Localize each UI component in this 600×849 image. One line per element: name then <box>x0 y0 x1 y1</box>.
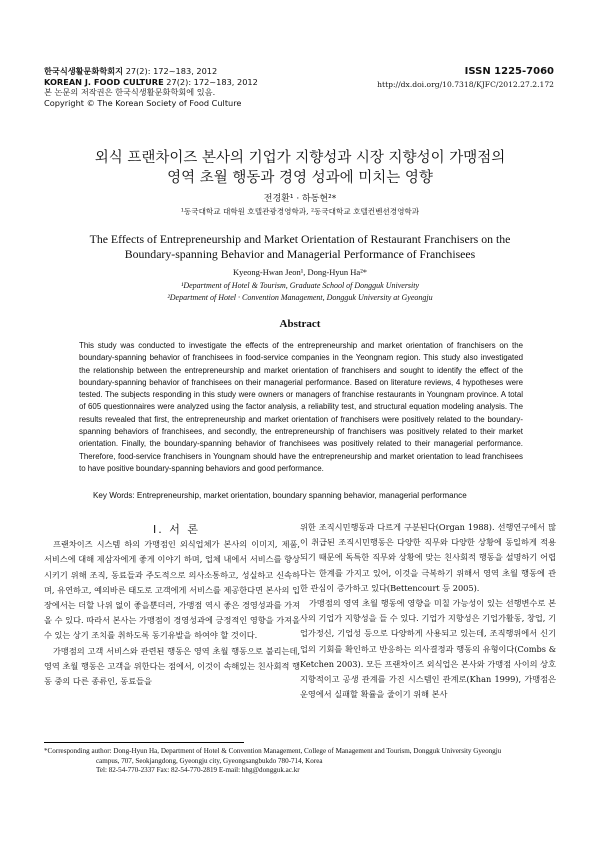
doi-link[interactable]: http://dx.doi.org/10.7318/KJFC/2012.27.2.172 <box>377 80 554 89</box>
english-affiliation-2: ²Department of Hotel · Convention Management, Dongguk University at Gyeongju <box>167 293 433 302</box>
body-column-left <box>44 522 300 689</box>
korean-title-line1: 외식 프랜차이즈 본사의 기업가 지향성과 시장 지향성이 가맹점의 <box>94 150 506 166</box>
footnote-line2: campus, 707, Seokjangdong, Gyeongju city, Gyeongsangbukdo 780-714, Korea <box>96 756 323 765</box>
english-title-line2: Boundary-spanning Behavior and Managerial Performance of Franchisees <box>124 247 476 261</box>
footnote-divider <box>44 742 244 743</box>
korean-authors: 전경환¹ · 하동현²* <box>263 194 337 204</box>
footnote-line1: *Corresponding author: Dong-Hyun Ha, Department of Hotel & Convention Management, College of Management and Tourism, Dongguk University Gyeongju <box>44 747 502 755</box>
copyright-kor: 본 논문의 저작권은 한국식생활문화학회에 있음. <box>44 87 216 98</box>
journal-en-volume: 27(2): 172~183, 2012 <box>163 76 258 87</box>
footnote-line3: Tel: 82-54-770-2337 Fax: 82-54-770-2819 E-mail: hhg@dongguk.ac.kr <box>96 766 300 775</box>
footnote <box>44 747 556 776</box>
korean-title-line2: 영역 초월 행동과 경영 성과에 미치는 영향 <box>167 170 433 186</box>
korean-title <box>0 148 600 188</box>
keywords: Key Words: Entrepreneurship, market orientation, boundary spanning behavior, managerial performance <box>93 491 467 500</box>
journal-kor-volume: 27(2): 172~183, 2012 <box>123 66 218 76</box>
journal-en-name: KOREAN J. FOOD CULTURE <box>44 76 164 87</box>
abstract-body: This study was conducted to investigate the effects of the entrepreneurship and market orientation of franchisers on the boundary-spanning behavior of franchisees in food-service companies in the Yeongnam region. This study also investigated the relationship between the entrepreneurship and market orientation of franchisers and sought to identify the effect of the boundary-spanning behavior of franchisees on their managerial performance. Based on literature reviews, 4 hypotheses were tested. The subjects responding in this study were owners or managers of franchise restaurants in Youngnam province. A total of 605 questionnaires were analyzed using the factor analysis, a reliability test, and structural equation modeling analysis. The results revealed that first, the entrepreneurship and market orientation of franchisers were positively related to the boundary-spanning behaviors of franchisees, and secondly, the entrepreneurship of franchisers was positively related to their market orientation. Finally, the boundary-spanning behavior of franchisees was positively related to their managerial performance. Therefore, food-service franchisers in Youngnam should have the entrepreneurship and market orientation to lead franchisees to have positive boundary-spanning behaviors and good performance. <box>79 341 523 473</box>
english-authors: Kyeong-Hwan Jeon¹, Dong-Hyun Ha²* <box>233 267 367 277</box>
body-paragraph: 가맹점의 영역 초월 행동에 영향을 미칠 가능성이 있는 선행변수로 본사의 기업가 지향성을 들 수 있다. 기업가 지향성은 기업가활동, 창업, 기업가정신, 기업성 등으로 다양하게 사용되고 있는데, 조직행위에서 신기업의 기회를 확인하고 반응하는 의사결정과 행동의 유형이다(Combs & Ketchen 2003). 모든 프랜차이즈 외식업은 본사와 가맹점 사이의 상호 지향적이고 공생 관계를 가진 시스템인 관계로(Khan 1999), 가맹점은 운영에서 실패할 확률을 줄이기 위해 본사 <box>300 598 556 700</box>
body-column-right <box>300 520 556 702</box>
body-paragraph: 위한 조직시민행동과 다르게 구분된다(Organ 1988). 선행연구에서 많이 취급된 조직시민행동은 다양한 직무와 다양한 상황에 동일하게 적용되기 때문에 독특한 직무와 상황에 맞는 친사회적 행동을 설명하기 어렵다는 한계를 가지고 있어, 이것을 극복하기 위해서 영역 초월 행동에 관한 관심이 증가하고 있다(Bettencourt 등 2005). <box>300 522 556 593</box>
journal-kor-line <box>44 66 258 77</box>
english-affiliation-1: ¹Department of Hotel & Tourism, Graduate School of Dongguk University <box>180 281 420 290</box>
copyright-en: Copyright © The Korean Society of Food Culture <box>44 97 242 108</box>
abstract-heading: Abstract <box>279 318 321 330</box>
issn-block <box>377 66 554 89</box>
journal-header <box>44 66 258 108</box>
korean-affiliations: ¹동국대학교 대학원 호텔관광경영학과, ²동국대학교 호텔컨벤션경영학과 <box>180 207 420 216</box>
body-paragraph: 프랜차이즈 시스템 하의 가맹점인 외식업체가 본사의 이미지, 제품, 서비스에 대해 제삼자에게 좋게 이야기 하며, 업체 내에서 서비스를 향상시키기 위해 조직, 동료들과 주도적으로 의사소통하고, 성실하고 신속하며, 유연하고, 예의바른 태도로 고객에게 서비스를 제공한다면 본사의 입장에서는 더할 나위 없이 좋을뿐더러, 가맹점 역시 좋은 경영성과를 가져올 수 있다. 따라서 본사는 가맹점이 경영성과에 긍정적인 영향을 가져올 수 있는 상기 조치를 취하도록 동기유발을 하여야 할 것이다. <box>44 539 300 641</box>
journal-en-line <box>44 77 258 88</box>
body-paragraph: 가맹점의 고객 서비스와 관련된 행동은 영역 초월 행동으로 불리는데, 영역 초월 행동은 고객을 위한다는 점에서, 이것이 속해있는 친사회적 행동 중의 다른 종류인, 동료들을 <box>44 645 300 687</box>
journal-kor-name: 한국식생활문화학회지 <box>44 66 124 76</box>
english-title <box>50 232 550 262</box>
english-title-line1: The Effects of Entrepreneurship and Market Orientation of Restaurant Franchisers on the <box>89 232 511 246</box>
section-heading: I. 서 론 <box>153 523 200 536</box>
english-affiliations <box>0 280 600 304</box>
issn: ISSN 1225-7060 <box>464 66 554 77</box>
